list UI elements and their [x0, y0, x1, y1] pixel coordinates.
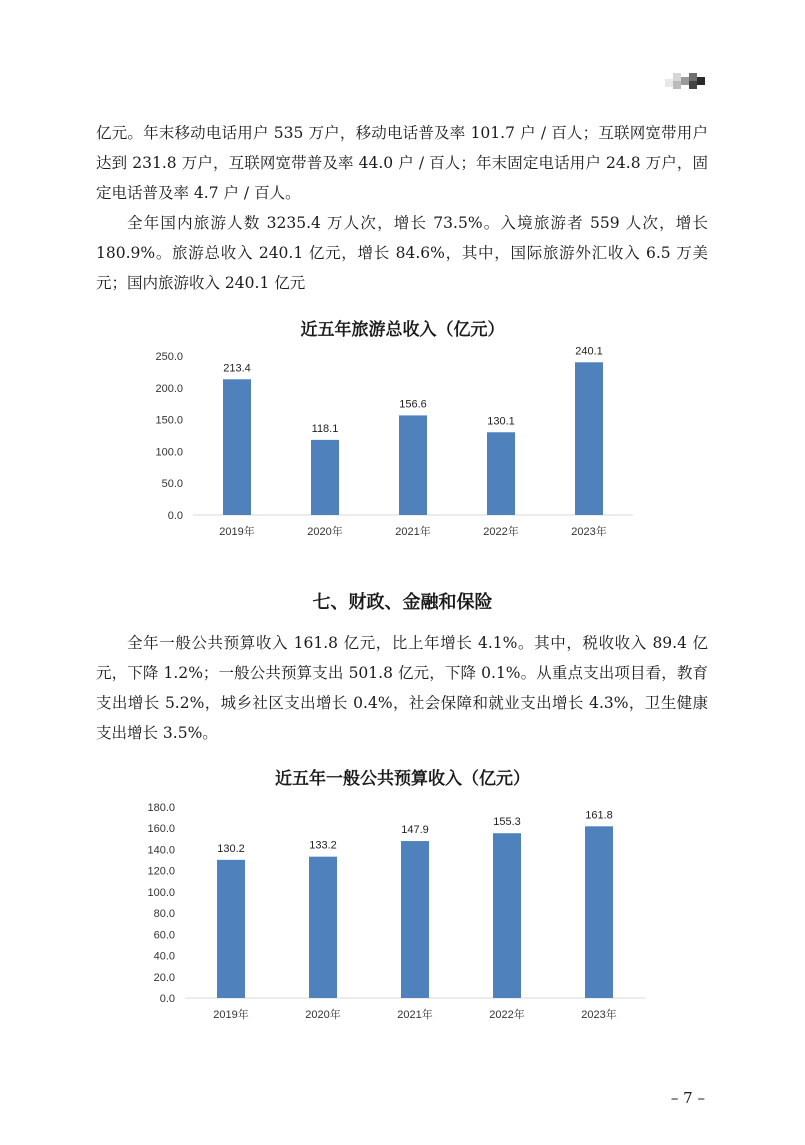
data-label: 155.3 [493, 816, 521, 829]
y-tick-label: 0.0 [159, 993, 175, 1005]
data-label: 133.2 [309, 839, 337, 852]
x-tick-label: 2023年 [571, 526, 607, 538]
y-tick-label: 20.0 [153, 971, 175, 984]
x-tick-label: 2021年 [397, 1009, 433, 1021]
x-tick-label: 2019年 [219, 526, 255, 538]
bar-2020年 [311, 440, 339, 515]
data-label: 213.4 [223, 362, 251, 375]
bar-2023年 [585, 826, 613, 998]
x-tick-label: 2023年 [581, 1009, 617, 1021]
data-label: 118.1 [311, 422, 339, 435]
x-tick-label: 2019年 [213, 1009, 249, 1021]
bar-2021年 [401, 841, 429, 998]
data-label: 147.9 [401, 824, 429, 837]
y-tick-label: 60.0 [153, 929, 175, 942]
y-tick-label: 80.0 [153, 908, 175, 921]
bar-2023年 [575, 362, 603, 515]
corner-decoration [665, 73, 705, 93]
x-tick-label: 2022年 [483, 526, 519, 538]
page-number: – 7 – [670, 1089, 705, 1107]
y-tick-label: 200.0 [155, 382, 183, 395]
tourism-revenue-chart [0, 340, 805, 550]
y-tick-label: 180.0 [147, 802, 175, 814]
data-label: 130.2 [217, 842, 245, 855]
y-tick-label: 50.0 [161, 478, 183, 491]
bar-2019年 [223, 379, 251, 515]
budget-revenue-chart [0, 795, 805, 1030]
data-label: 161.8 [585, 809, 613, 822]
y-tick-label: 100.0 [155, 446, 183, 459]
x-tick-label: 2021年 [395, 526, 431, 538]
section-heading: 七、财政、金融和保险 [312, 592, 493, 613]
paragraph-telecom: 亿元。年末移动电话用户 535 万户，移动电话普及率 101.7 户 / 百人；互联网宽带用户达到 231.8 万户，互联网宽带普及率 44.0 户 / 百人；年末固定电话用户 24.8 万户，固定电话普及率 4.7 户 / 百人。 [96, 124, 708, 202]
y-tick-label: 160.0 [147, 823, 175, 836]
x-tick-label: 2022年 [489, 1009, 525, 1021]
chart-title-budget: 近五年一般公共预算收入（亿元） [275, 769, 530, 789]
y-tick-label: 150.0 [155, 414, 183, 427]
y-tick-label: 100.0 [147, 886, 175, 899]
data-label: 156.6 [399, 398, 427, 411]
y-tick-label: 140.0 [147, 844, 175, 857]
bar-2019年 [217, 860, 245, 998]
x-tick-label: 2020年 [307, 526, 343, 538]
y-tick-label: 250.0 [155, 351, 183, 363]
y-tick-label: 0.0 [167, 510, 183, 522]
bar-2020年 [309, 857, 337, 998]
y-tick-label: 40.0 [153, 950, 175, 963]
chart-title-tourism: 近五年旅游总收入（亿元） [300, 320, 505, 340]
paragraph-finance: 全年一般公共预算收入 161.8 亿元，比上年增长 4.1%。其中，税收收入 89.4 亿元，下降 1.2%；一般公共预算支出 501.8 亿元，下降 0.1%。从重点支出项目看，教育支出增长 5.2%，城乡社区支出增长 0.4%，社会保障和就业支出增长 4.3%，卫生健康支出增长 3.5%。 [96, 634, 708, 742]
y-tick-label: 120.0 [147, 865, 175, 878]
data-label: 240.1 [575, 345, 603, 358]
data-label: 130.1 [487, 415, 515, 428]
paragraph-tourism: 全年国内旅游人数 3235.4 万人次，增长 73.5%。入境旅游者 559 人次，增长 180.9%。旅游总收入 240.1 亿元，增长 84.6%，其中，国际旅游外汇收入 6.5 万美元；国内旅游收入 240.1 亿元 [96, 214, 708, 292]
bar-2021年 [399, 415, 427, 515]
x-tick-label: 2020年 [305, 1009, 341, 1021]
bar-2022年 [487, 432, 515, 515]
bar-2022年 [493, 833, 521, 998]
